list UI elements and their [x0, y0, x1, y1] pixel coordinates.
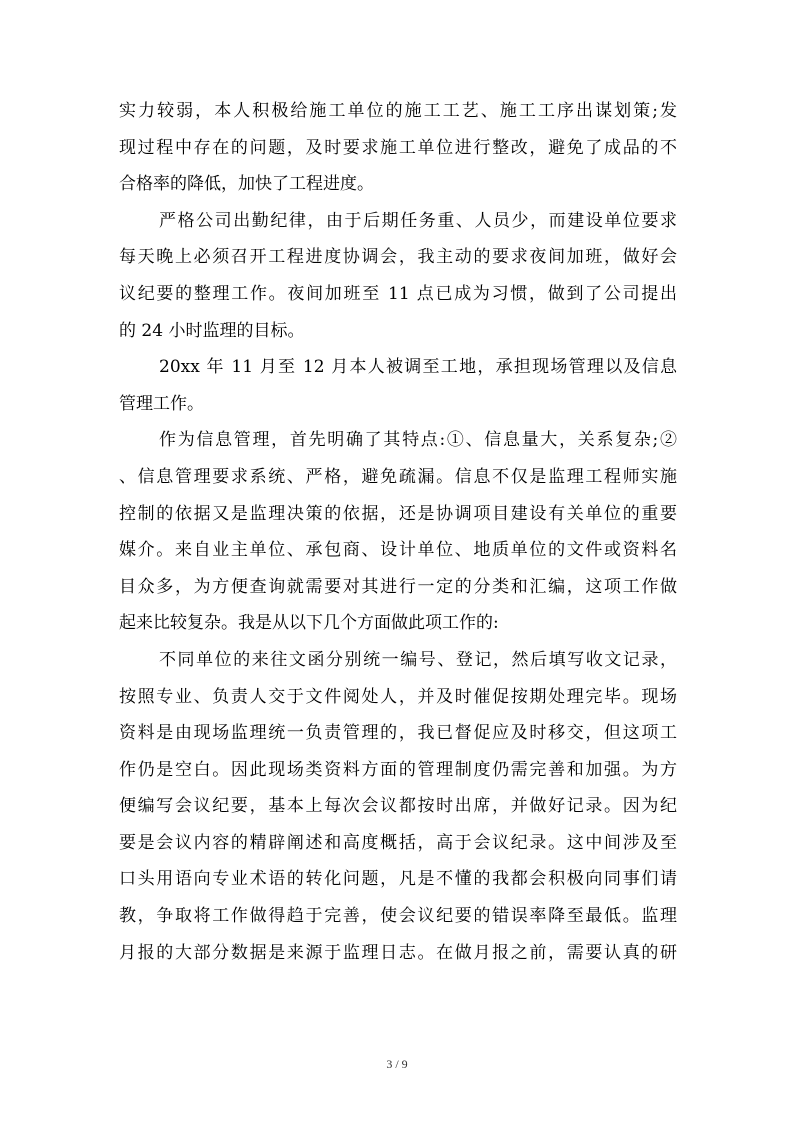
text-line: 作为信息管理，首先明确了其特点:①、信息量大，关系复杂;②: [159, 430, 677, 451]
text-line: 的 24 小时监理的目标。: [119, 320, 305, 341]
text-line: 合格率的降低，加快了工程进度。: [119, 174, 374, 195]
paragraph-2: [119, 203, 677, 349]
text-line: 、信息管理要求系统、严格，避免疏漏。信息不仅是监理工程师实施: [119, 466, 677, 487]
text-line: 实力较弱，本人积极给施工单位的施工工艺、施工工序出谋划策;发: [119, 101, 677, 121]
paragraph-5: [119, 642, 677, 971]
text-line: 20xx 年 11 月至 12 月本人被调至工地，承担现场管理以及信息: [159, 357, 677, 378]
page-number: 3 / 9: [386, 1057, 408, 1071]
text-line: 资料是由现场监理统一负责管理的，我已督促应及时移交，但这项工: [119, 723, 677, 744]
paragraph-3: [119, 349, 677, 422]
text-line: 口头用语向专业术语的转化问题，凡是不懂的我都会积极向同事们请: [119, 869, 677, 890]
text-line: 按照专业、负责人交于文件阅处人，并及时催促按期处理完毕。现场: [119, 686, 677, 707]
text-line: 起来比较复杂。我是从以下几个方面做此项工作的:: [119, 613, 499, 634]
paragraph-1: [119, 93, 677, 203]
text-line: 每天晚上必须召开工程进度协调会，我主动的要求夜间加班，做好会: [119, 247, 677, 268]
text-line: 目众多，为方便查询就需要对其进行一定的分类和汇编，这项工作做: [119, 576, 677, 597]
text-line: 媒介。来自业主单位、承包商、设计单位、地质单位的文件或资料名: [119, 540, 677, 561]
text-line: 现过程中存在的问题，及时要求施工单位进行整改，避免了成品的不: [119, 137, 677, 158]
text-line: 便编写会议纪要，基本上每次会议都按时出席，并做好记录。因为纪: [119, 796, 677, 817]
text-line: 管理工作。: [119, 393, 204, 414]
text-line: 议纪要的整理工作。夜间加班至 11 点已成为习惯，做到了公司提出: [119, 283, 677, 304]
text-line: 控制的依据又是监理决策的依据，还是协调项目建设有关单位的重要: [119, 503, 677, 524]
text-line: 教，争取将工作做得趋于完善，使会议纪要的错误率降至最低。监理: [119, 906, 677, 927]
text-line: 作仍是空白。因此现场类资料方面的管理制度仍需完善和加强。为方: [119, 759, 677, 780]
paragraph-4: [119, 422, 677, 642]
text-line: 严格公司出勤纪律，由于后期任务重、人员少，而建设单位要求: [159, 210, 677, 231]
text-line: 月报的大部分数据是来源于监理日志。在做月报之前，需要认真的研: [119, 942, 677, 963]
text-line: 要是会议内容的精辟阐述和高度概括，高于会议纪录。这中间涉及至: [119, 832, 677, 853]
text-line: 不同单位的来往文函分别统一编号、登记，然后填写收文记录，: [159, 649, 677, 670]
body-text: [119, 93, 677, 971]
